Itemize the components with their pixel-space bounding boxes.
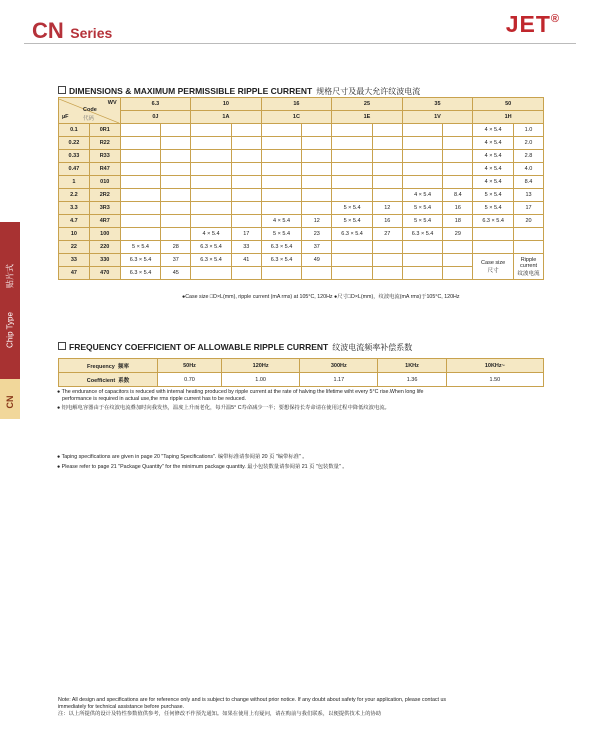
ripple-current-cell: 27 — [372, 228, 402, 241]
ripple-current-cell — [161, 124, 191, 137]
logo-text: JET — [505, 11, 551, 37]
capacitance-code-cell: 100 — [89, 228, 120, 241]
case-size-cell — [261, 124, 302, 137]
case-size-cell: 4 × 5.4 — [473, 137, 514, 150]
capacitance-cell: 0.33 — [59, 150, 90, 163]
case-size-cell — [261, 163, 302, 176]
case-size-cell: 5 × 5.4 — [402, 202, 443, 215]
capacitance-cell: 0.22 — [59, 137, 90, 150]
ripple-current-cell: 29 — [443, 228, 473, 241]
series-title — [32, 18, 112, 44]
case-size-cell — [332, 150, 373, 163]
ripple-current-cell — [161, 163, 191, 176]
footer-note-zh: 注：以上所提供的设计及特性参数值供参考，任何修改不作预先通知。如果在使用上有疑问，请在购前与我们联系，以便提供技术上的协助 — [58, 711, 382, 717]
ripple-current-cell: 37 — [302, 241, 332, 254]
case-size-cell — [332, 267, 373, 280]
case-size-cell — [120, 176, 161, 189]
ripple-current-cell — [302, 189, 332, 202]
case-size-cell — [120, 163, 161, 176]
endurance-note-zh: ● 铝电解电容器由于在纹波电流叠加时向我发热，温度上升而老化，每升温5° C寿命减少一半；要想保持长寿命请在使用过程中降低纹波电流。 — [57, 405, 390, 411]
case-size-cell — [402, 150, 443, 163]
ripple-current-cell — [443, 254, 473, 267]
ripple-current-cell: 2.0 — [514, 137, 544, 150]
frequency-label: Frequency — [87, 363, 115, 370]
uf-label: µF — [62, 113, 69, 120]
ripple-current-cell — [302, 267, 332, 280]
package-note: ● Please refer to page 21 "Package Quantity" for the minimum package quantity. 最小包装数量请参阅第 21 页 "包装数量" 。 — [57, 464, 348, 470]
capacitance-code-cell: R47 — [89, 163, 120, 176]
case-size-cell — [191, 215, 232, 228]
ripple-current-cell — [443, 124, 473, 137]
case-size-cell — [191, 124, 232, 137]
case-size-cell — [120, 228, 161, 241]
case-size-cell — [402, 176, 443, 189]
capacitance-code-cell: 0R1 — [89, 124, 120, 137]
ripple-current-cell — [372, 176, 402, 189]
case-size-cell — [332, 137, 373, 150]
legend-ripple-current: current — [519, 262, 538, 269]
section-frequency-title-en: FREQUENCY COEFFICIENT OF ALLOWABLE RIPPLE CURRENT — [69, 342, 329, 352]
ripple-current-cell: 2.8 — [514, 150, 544, 163]
ripple-current-cell — [302, 176, 332, 189]
ripple-current-cell: 49 — [302, 254, 332, 267]
sidebar-type-label: Chip Type — [5, 312, 15, 348]
footer-note-en-line2: immediately for technical assistance before purchase. — [58, 704, 185, 710]
case-size-cell — [473, 241, 514, 254]
frequency-cell: 300Hz — [300, 359, 378, 373]
voltage-code-header: 1E — [332, 111, 403, 124]
jet-logo — [506, 11, 560, 38]
table-row — [59, 163, 544, 176]
case-size-cell — [402, 267, 443, 280]
ripple-current-cell — [443, 241, 473, 254]
case-size-cell — [261, 176, 302, 189]
case-size-cell: 6.3 × 5.4 — [402, 228, 443, 241]
ripple-current-cell — [372, 137, 402, 150]
table-row — [59, 228, 544, 241]
table-row — [59, 176, 544, 189]
footer-note-en-line1: Note: All design and specifications are for reference only and is subject to change without prior notice. If any doubt about safety for your application, please contact us — [58, 697, 447, 703]
ripple-current-cell — [161, 202, 191, 215]
case-size-cell — [120, 215, 161, 228]
ripple-current-cell — [372, 189, 402, 202]
case-size-cell — [191, 189, 232, 202]
ripple-current-cell: 13 — [514, 189, 544, 202]
ripple-current-cell — [443, 163, 473, 176]
capacitance-cell: 0.47 — [59, 163, 90, 176]
case-size-cell: 5 × 5.4 — [261, 228, 302, 241]
case-size-cell: 5 × 5.4 — [120, 241, 161, 254]
capacitance-code-cell: 4R7 — [89, 215, 120, 228]
case-size-cell — [191, 150, 232, 163]
ripple-current-cell — [231, 124, 261, 137]
case-size-cell — [191, 137, 232, 150]
capacitance-code-cell: 3R3 — [89, 202, 120, 215]
ripple-current-cell — [514, 228, 544, 241]
section-ripple-title-en: DIMENSIONS & MAXIMUM PERMISSIBLE RIPPLE CURRENT — [69, 86, 313, 96]
ripple-current-cell — [161, 189, 191, 202]
header-divider — [24, 43, 576, 44]
case-size-cell: 6.3 × 5.4 — [261, 254, 302, 267]
taping-note: ● Taping specifications are given in page 20 "Taping Specifications". 编带标准请参阅第 20 页 "编带标准" 。 — [57, 454, 308, 460]
voltage-code-header: 1C — [261, 111, 332, 124]
ripple-current-cell — [231, 202, 261, 215]
case-size-cell — [332, 176, 373, 189]
table-row — [59, 150, 544, 163]
case-size-cell — [402, 137, 443, 150]
case-size-cell — [120, 137, 161, 150]
ripple-current-cell — [443, 176, 473, 189]
case-size-cell — [402, 254, 443, 267]
case-size-cell — [332, 124, 373, 137]
case-size-cell — [402, 124, 443, 137]
case-size-cell — [191, 202, 232, 215]
case-size-cell: 6.3 × 5.4 — [261, 241, 302, 254]
capacitance-code-cell: 220 — [89, 241, 120, 254]
frequency-cell: 1KHz — [378, 359, 446, 373]
table-row — [59, 202, 544, 215]
section-ripple-title — [58, 86, 420, 97]
ripple-current-cell — [161, 215, 191, 228]
case-size-cell: 6.3 × 5.4 — [191, 254, 232, 267]
coefficient-cell: 1.50 — [446, 373, 543, 387]
case-size-cell: 6.3 × 5.4 — [191, 241, 232, 254]
capacitance-cell: 3.3 — [59, 202, 90, 215]
case-size-cell — [332, 163, 373, 176]
ripple-current-cell: 45 — [161, 267, 191, 280]
voltage-code-header: 1A — [191, 111, 262, 124]
coefficient-cell: 1.36 — [378, 373, 446, 387]
ripple-current-cell: 4.0 — [514, 163, 544, 176]
section-ripple-title-zh: 规格尺寸及最大允许纹波电流 — [316, 87, 421, 96]
ripple-current-cell — [231, 137, 261, 150]
table-row — [59, 189, 544, 202]
ripple-current-cell — [231, 163, 261, 176]
case-size-cell — [191, 176, 232, 189]
voltage-code-header: 1H — [473, 111, 544, 124]
legend-case-size-zh: 尺寸 — [487, 267, 499, 274]
ripple-current-cell — [231, 150, 261, 163]
voltage-code-header: 0J — [120, 111, 191, 124]
ripple-current-cell — [161, 176, 191, 189]
ripple-current-cell: 8.4 — [514, 176, 544, 189]
wv-label: WV — [107, 99, 117, 106]
legend-case-size-cell — [473, 254, 514, 280]
ripple-current-cell — [161, 150, 191, 163]
case-size-cell: 4 × 5.4 — [261, 215, 302, 228]
legend-ripple: Ripple — [520, 256, 537, 263]
ripple-current-cell: 12 — [302, 215, 332, 228]
series-word: Series — [70, 25, 113, 41]
ripple-current-table — [58, 97, 544, 280]
case-size-cell — [261, 202, 302, 215]
ripple-current-cell: 18 — [443, 215, 473, 228]
sidebar-chip-type-tab — [0, 222, 20, 379]
sidebar-zh-label: 贴片式 — [5, 264, 15, 288]
ripple-current-cell — [302, 202, 332, 215]
ripple-current-cell — [161, 137, 191, 150]
frequency-label-zh: 频率 — [117, 363, 129, 370]
ripple-current-cell — [372, 267, 402, 280]
table-row — [59, 137, 544, 150]
capacitance-code-cell: 470 — [89, 267, 120, 280]
ripple-current-cell: 16 — [372, 215, 402, 228]
capacitance-code-cell: R33 — [89, 150, 120, 163]
case-size-cell: 5 × 5.4 — [332, 215, 373, 228]
case-size-cell: 6.3 × 5.4 — [473, 215, 514, 228]
ripple-current-cell — [443, 267, 473, 280]
series-code: CN — [32, 18, 64, 43]
ripple-current-cell: 28 — [161, 241, 191, 254]
coefficient-label-cell — [59, 373, 158, 387]
ripple-current-cell — [372, 150, 402, 163]
ripple-current-cell — [231, 215, 261, 228]
case-size-note: ●Case size □D×L(mm), ripple current (mA rms) at 105°C, 120Hz ●尺寸□D×L(mm)，纹波电流(mA rms)于105°C, 120Hz — [182, 294, 460, 300]
ripple-table-body — [59, 124, 544, 280]
case-size-cell: 4 × 5.4 — [402, 189, 443, 202]
case-size-cell: 6.3 × 5.4 — [120, 267, 161, 280]
ripple-current-cell — [302, 150, 332, 163]
table-row — [59, 254, 544, 267]
voltage-header: 6.3 — [120, 98, 191, 111]
case-size-cell — [261, 137, 302, 150]
voltage-header: 35 — [402, 98, 473, 111]
ripple-current-cell: 17 — [231, 228, 261, 241]
case-size-cell — [191, 163, 232, 176]
ripple-current-cell: 8.4 — [443, 189, 473, 202]
case-size-cell: 4 × 5.4 — [473, 176, 514, 189]
frequency-label-cell — [59, 359, 158, 373]
ripple-current-cell: 1.0 — [514, 124, 544, 137]
section-frequency-title — [58, 342, 412, 353]
section-frequency-title-zh: 纹波电流频率补偿系数 — [332, 343, 413, 352]
table-row — [59, 215, 544, 228]
endurance-note — [57, 389, 539, 412]
case-size-cell: 5 × 5.4 — [473, 189, 514, 202]
code-zh-label: 代码 — [83, 115, 95, 122]
case-size-cell — [120, 124, 161, 137]
capacitance-code-cell: 330 — [89, 254, 120, 267]
frequency-cell: 50Hz — [158, 359, 222, 373]
capacitance-cell: 10 — [59, 228, 90, 241]
checkbox-square-icon — [58, 86, 66, 94]
case-size-cell — [402, 241, 443, 254]
ripple-current-cell — [302, 124, 332, 137]
logo-registered-mark: ® — [550, 13, 560, 25]
coefficient-cell: 1.17 — [300, 373, 378, 387]
code-label: Code — [83, 106, 97, 113]
case-size-cell — [261, 267, 302, 280]
ripple-current-cell: 16 — [443, 202, 473, 215]
case-size-cell: 6.3 × 5.4 — [332, 228, 373, 241]
voltage-header: 16 — [261, 98, 332, 111]
ripple-current-cell — [231, 267, 261, 280]
voltage-header: 50 — [473, 98, 544, 111]
capacitance-cell: 4.7 — [59, 215, 90, 228]
voltage-header: 25 — [332, 98, 403, 111]
case-size-cell: 4 × 5.4 — [191, 228, 232, 241]
capacitance-cell: 2.2 — [59, 189, 90, 202]
table-corner-cell — [59, 98, 121, 124]
ripple-current-cell — [231, 176, 261, 189]
legend-ripple-cell — [514, 254, 544, 280]
frequency-cell: 10KHz~ — [446, 359, 543, 373]
ripple-current-cell — [302, 137, 332, 150]
capacitance-cell: 1 — [59, 176, 90, 189]
case-size-cell — [332, 241, 373, 254]
case-size-cell — [402, 163, 443, 176]
table-row — [59, 124, 544, 137]
coefficient-cell: 0.70 — [158, 373, 222, 387]
capacitance-cell: 0.1 — [59, 124, 90, 137]
case-size-cell — [120, 202, 161, 215]
checkbox-square-icon — [58, 342, 66, 350]
ripple-current-cell: 12 — [372, 202, 402, 215]
capacitance-code-cell: R22 — [89, 137, 120, 150]
table-row — [59, 267, 544, 280]
ripple-current-cell — [372, 254, 402, 267]
ripple-current-cell: 37 — [161, 254, 191, 267]
case-size-cell — [120, 150, 161, 163]
case-size-cell: 4 × 5.4 — [473, 150, 514, 163]
voltage-header: 10 — [191, 98, 262, 111]
ripple-current-cell — [231, 189, 261, 202]
frequency-cell: 120Hz — [222, 359, 300, 373]
case-size-cell — [261, 150, 302, 163]
capacitance-cell: 33 — [59, 254, 90, 267]
case-size-cell: 4 × 5.4 — [473, 124, 514, 137]
endurance-note-line1: ● The endurance of capacitors is reduced with internal heating produced by ripple current at the rate of halving the lifetime wiht every 5°C rise.When long life — [57, 389, 424, 395]
ripple-current-cell — [372, 163, 402, 176]
case-size-cell — [120, 189, 161, 202]
frequency-coefficient-table — [58, 358, 544, 387]
ripple-current-cell — [372, 241, 402, 254]
capacitance-cell: 47 — [59, 267, 90, 280]
case-size-cell — [261, 189, 302, 202]
case-size-cell: 5 × 5.4 — [402, 215, 443, 228]
legend-ripple-zh: 纹波电流 — [517, 270, 540, 277]
case-size-cell: 5 × 5.4 — [332, 202, 373, 215]
coefficient-label-zh: 系数 — [118, 377, 130, 384]
ripple-current-cell: 17 — [514, 202, 544, 215]
case-size-cell: 4 × 5.4 — [473, 163, 514, 176]
table-row — [59, 241, 544, 254]
case-size-cell — [332, 254, 373, 267]
capacitance-code-cell: 010 — [89, 176, 120, 189]
ripple-current-cell: 41 — [231, 254, 261, 267]
ripple-current-cell — [372, 124, 402, 137]
ripple-current-cell — [302, 163, 332, 176]
ripple-current-cell — [443, 137, 473, 150]
legend-case-size: Case size — [481, 259, 506, 266]
ripple-current-cell: 33 — [231, 241, 261, 254]
voltage-code-header: 1V — [402, 111, 473, 124]
case-size-cell: 6.3 × 5.4 — [120, 254, 161, 267]
ripple-current-cell — [443, 150, 473, 163]
case-size-cell — [332, 189, 373, 202]
coefficient-label: Coefficient — [86, 377, 116, 384]
sidebar-code-label: CN — [5, 395, 15, 409]
capacitance-cell: 22 — [59, 241, 90, 254]
ripple-current-cell — [161, 228, 191, 241]
endurance-note-line2: performance is required in actual use,the rms ripple current has to be reduced. — [62, 396, 247, 402]
ripple-current-cell — [514, 241, 544, 254]
capacitance-code-cell: 2R2 — [89, 189, 120, 202]
case-size-cell: 5 × 5.4 — [473, 202, 514, 215]
ripple-current-cell: 20 — [514, 215, 544, 228]
ripple-current-cell: 23 — [302, 228, 332, 241]
coefficient-cell: 1.00 — [222, 373, 300, 387]
case-size-cell — [191, 267, 232, 280]
case-size-cell — [473, 228, 514, 241]
footer-note — [58, 697, 538, 718]
